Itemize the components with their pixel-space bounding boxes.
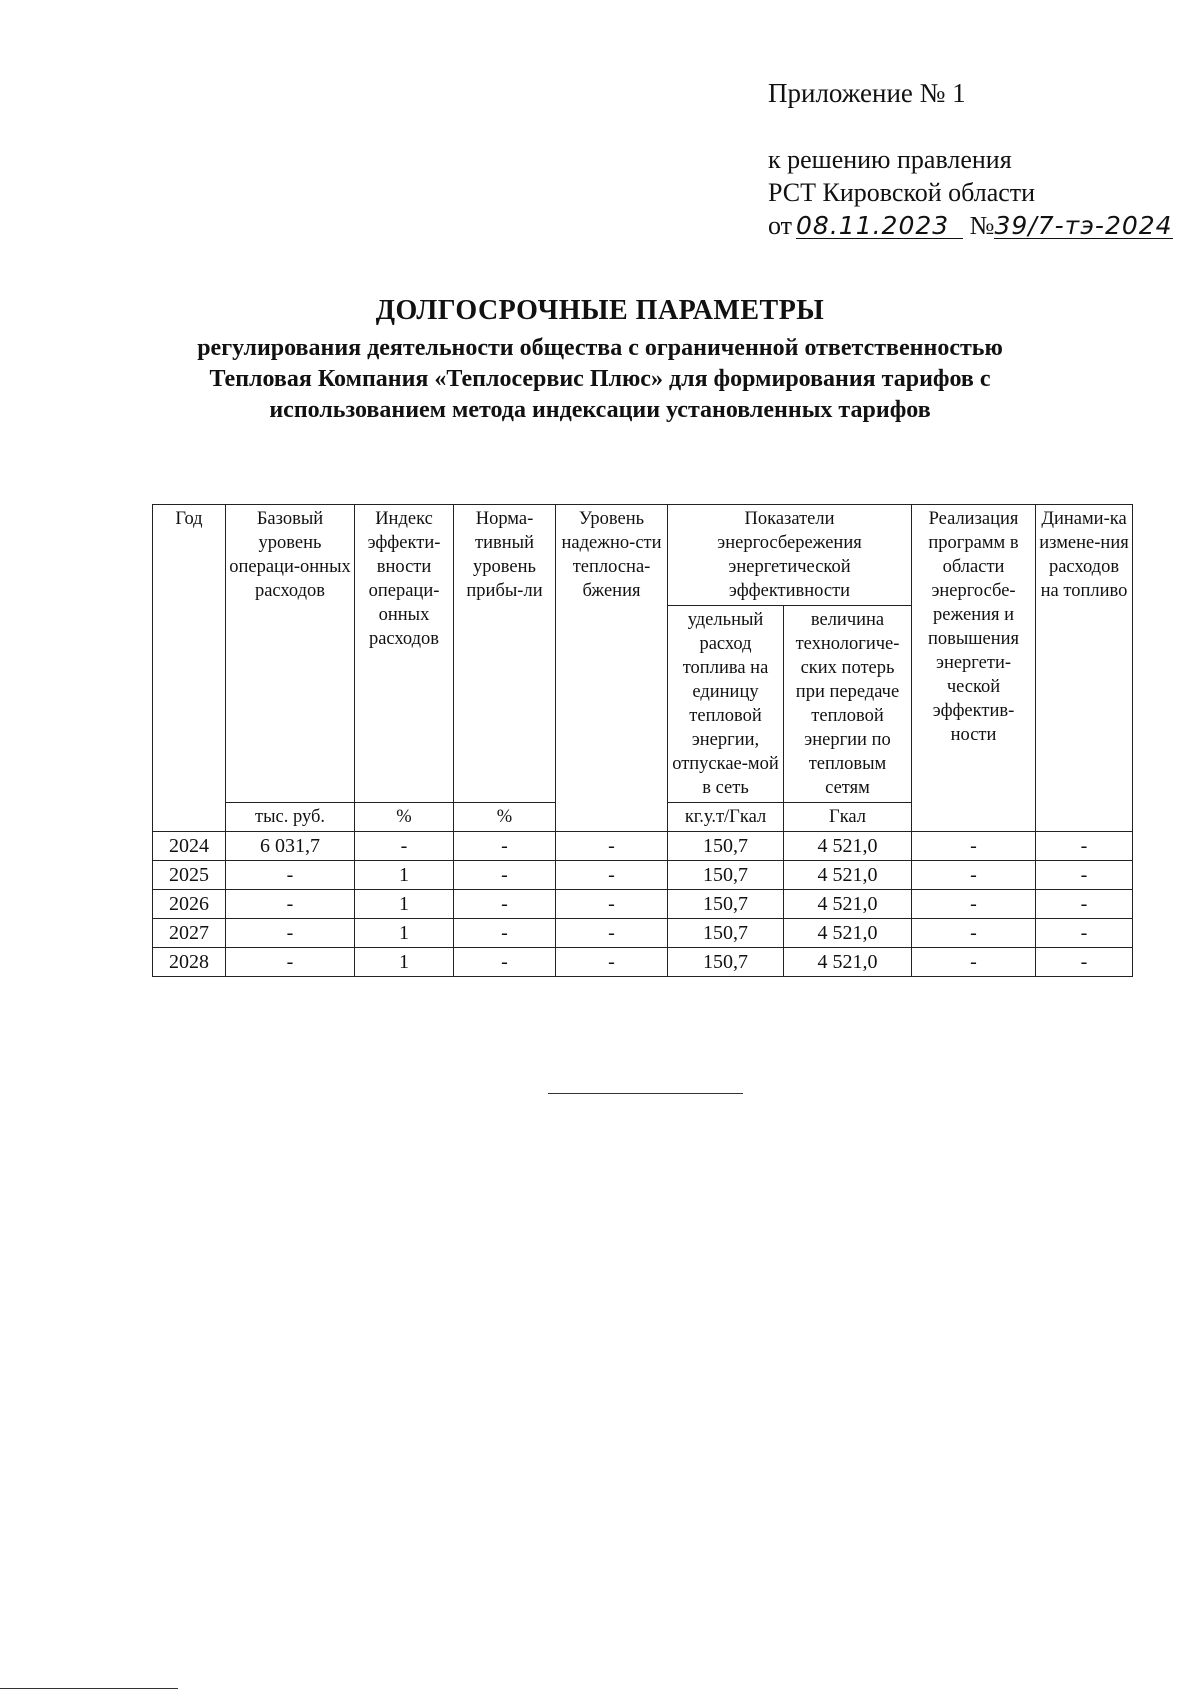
unit-efficiency-index: %: [355, 803, 454, 832]
cell-reliability: -: [556, 919, 668, 948]
table-row: [153, 919, 1133, 948]
cell-year: 2028: [153, 948, 226, 977]
header-normative-profit: Норма-тивный уровень прибы-ли: [454, 505, 556, 803]
decision-number: 39/7-тэ-2024: [994, 211, 1173, 240]
table-row: [153, 948, 1133, 977]
cell-year: 2026: [153, 890, 226, 919]
cell-fuel-rate: 150,7: [668, 919, 784, 948]
table-row: [153, 832, 1133, 861]
unit-normative-profit: %: [454, 803, 556, 832]
decision-reference: [768, 143, 1173, 242]
cell-efficiency-index: 1: [355, 919, 454, 948]
title-main: ДОЛГОСРОЧНЫЕ ПАРАМЕТРЫ: [375, 295, 825, 326]
cell-reliability: -: [556, 948, 668, 977]
header-year: Год: [153, 505, 226, 832]
cell-programs: -: [912, 861, 1036, 890]
unit-fuel-rate: кг.у.т/Гкал: [668, 803, 784, 832]
number-prefix: №: [969, 211, 995, 240]
cell-base-opex: -: [226, 919, 355, 948]
end-divider: [548, 1093, 743, 1094]
cell-efficiency-index: -: [355, 832, 454, 861]
decision-line-2: РСТ Кировской области: [768, 178, 1036, 207]
from-prefix: от: [768, 211, 793, 240]
title-subtitle: регулирования деятельности общества с ограниченной ответственностью Тепловая Компания «Теплосервис Плюс» для формирования тарифов с использованием метода индексации установленных тарифов: [197, 335, 1003, 423]
document-title: [150, 295, 1050, 426]
table-row: [153, 890, 1133, 919]
cell-efficiency-index: 1: [355, 861, 454, 890]
cell-normative-profit: -: [454, 890, 556, 919]
cell-programs: -: [912, 832, 1036, 861]
footer-line: [0, 1688, 178, 1689]
cell-normative-profit: -: [454, 948, 556, 977]
cell-programs: -: [912, 948, 1036, 977]
cell-losses: 4 521,0: [784, 832, 912, 861]
decision-date-number-line: [768, 209, 1173, 242]
cell-normative-profit: -: [454, 861, 556, 890]
cell-programs: -: [912, 890, 1036, 919]
cell-reliability: -: [556, 832, 668, 861]
cell-normative-profit: -: [454, 832, 556, 861]
header-efficiency-index: Индекс эффекти-вности операци-онных расходов: [355, 505, 454, 803]
header-losses: величина технологиче-ских потерь при передаче тепловой энергии по тепловым сетям: [784, 606, 912, 803]
decision-date: 08.11.2023: [796, 214, 963, 239]
cell-reliability: -: [556, 890, 668, 919]
header-base-opex: Базовый уровень операци-онных расходов: [226, 505, 355, 803]
cell-fuel-rate: 150,7: [668, 861, 784, 890]
cell-year: 2025: [153, 861, 226, 890]
cell-base-opex: -: [226, 861, 355, 890]
cell-fuel-dynamics: -: [1036, 948, 1133, 977]
unit-base-opex: тыс. руб.: [226, 803, 355, 832]
cell-fuel-dynamics: -: [1036, 832, 1133, 861]
cell-fuel-dynamics: -: [1036, 861, 1133, 890]
header-fuel-dynamics: Динами-ка измене-ния расходов на топливо: [1036, 505, 1133, 832]
cell-base-opex: -: [226, 890, 355, 919]
cell-year: 2024: [153, 832, 226, 861]
cell-efficiency-index: 1: [355, 890, 454, 919]
cell-base-opex: -: [226, 948, 355, 977]
cell-losses: 4 521,0: [784, 919, 912, 948]
appendix-label: Приложение № 1: [768, 78, 966, 108]
decision-line-1: к решению правления: [768, 145, 1012, 174]
header-programs: Реализация программ в области энергосбе-режения и повышения энергети-ческой эффектив-ности: [912, 505, 1036, 832]
cell-fuel-dynamics: -: [1036, 890, 1133, 919]
table-row: [153, 861, 1133, 890]
parameters-table: [152, 504, 1133, 977]
header-reliability: Уровень надежно-сти теплосна-бжения: [556, 505, 668, 832]
header-energy-group: Показатели энергосбережения энергетической эффективности: [668, 505, 912, 606]
unit-losses: Гкал: [784, 803, 912, 832]
cell-programs: -: [912, 919, 1036, 948]
cell-normative-profit: -: [454, 919, 556, 948]
cell-fuel-rate: 150,7: [668, 948, 784, 977]
cell-base-opex: 6 031,7: [226, 832, 355, 861]
cell-reliability: -: [556, 861, 668, 890]
cell-fuel-dynamics: -: [1036, 919, 1133, 948]
cell-losses: 4 521,0: [784, 948, 912, 977]
cell-efficiency-index: 1: [355, 948, 454, 977]
cell-year: 2027: [153, 919, 226, 948]
cell-losses: 4 521,0: [784, 890, 912, 919]
header-fuel-rate: удельный расход топлива на единицу тепловой энергии, отпускае-мой в сеть: [668, 606, 784, 803]
header-row-1: [153, 505, 1133, 606]
cell-fuel-rate: 150,7: [668, 890, 784, 919]
cell-losses: 4 521,0: [784, 861, 912, 890]
cell-fuel-rate: 150,7: [668, 832, 784, 861]
